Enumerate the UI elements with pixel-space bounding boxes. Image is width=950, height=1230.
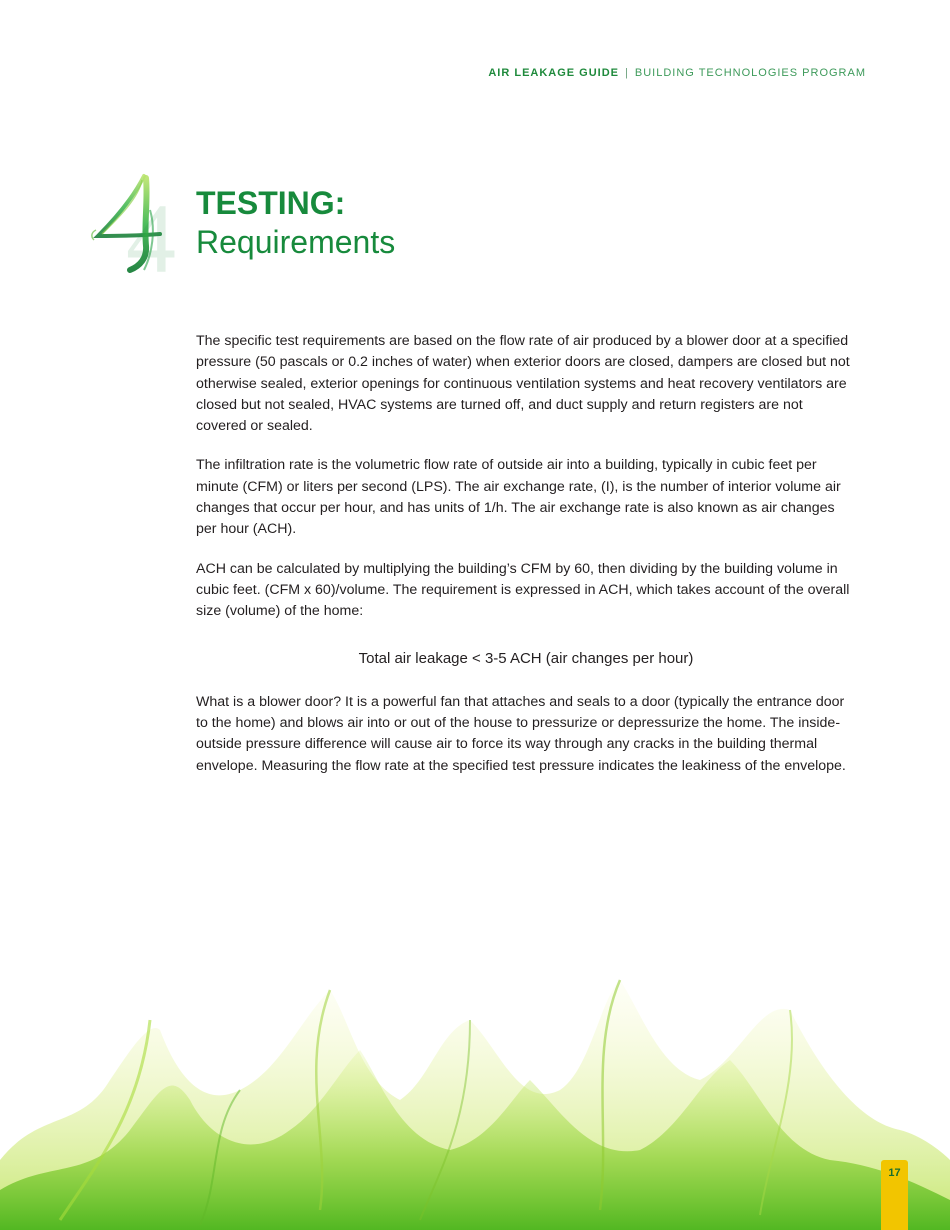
header-separator: | <box>625 67 629 79</box>
green-smoke-decoration <box>0 960 950 1230</box>
paragraph-blower-door: What is a blower door? It is a powerful fan that attaches and seals to a door (typically the entrance door to the home) and blows air into or out of the house to pressurize or depressurize the home. The inside-outside pressure difference will cause air to force its way through any cracks in the building thermal envelope. Measuring the flow rate at the specified test pressure indicates the leakiness of the envelope. <box>196 693 846 774</box>
header-guide-title: AIR LEAKAGE GUIDE <box>488 67 620 79</box>
header-program-name: BUILDING TECHNOLOGIES PROGRAM <box>634 67 866 79</box>
page-number: 17 <box>888 1167 901 1179</box>
page-number-tab <box>881 1160 908 1230</box>
body-content <box>196 331 856 795</box>
paragraph-test-requirements: The specific test requirements are based on the flow rate of air produced by a blower door at a specified pressure (50 pascals or 0.2 inches of water) when exterior doors are closed, dampers are closed but not otherwise sealed, exterior openings for continuous ventilation systems and heat recovery ventilators are closed but not sealed, HVAC systems are turned off, and duct supply and return registers are not covered or sealed. <box>196 333 850 435</box>
paragraph-ach-calculation: ACH can be calculated by multiplying the building’s CFM by 60, then dividing by the building volume in cubic feet. (CFM x 60)/volume. The requirement is expressed in ACH, which takes account of the overall size (volume) of the home: <box>196 560 850 620</box>
page-subtitle: Requirements <box>196 224 396 260</box>
chapter-number-smoke-icon <box>86 170 176 280</box>
page-title: TESTING: <box>196 185 346 221</box>
requirement-callout: Total air leakage < 3-5 ACH (air changes per hour) <box>358 649 694 667</box>
chapter-title <box>196 184 395 262</box>
running-header <box>488 67 866 79</box>
chapter-number: 4 <box>126 183 176 280</box>
paragraph-infiltration-rate: The infiltration rate is the volumetric flow rate of outside air into a building, typically in cubic feet per minute (CFM) or liters per second (LPS). The air exchange rate, (I), is the number of interior volume air changes that occur per hour, and has units of 1/h. The air exchange rate is also known as air changes per hour (ACH). <box>196 457 841 538</box>
